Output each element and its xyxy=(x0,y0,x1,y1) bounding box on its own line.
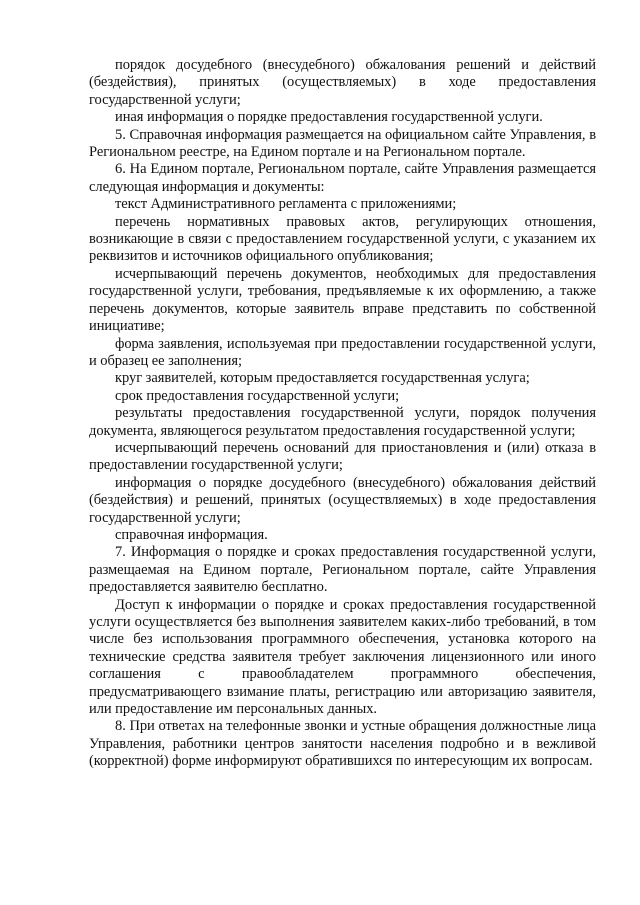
list-item-service-term: срок предоставления государственной услуги; xyxy=(115,387,400,404)
list-item-regulation-text: текст Административного регламента с приложениями; xyxy=(115,196,457,213)
paragraph-other-info: иная информация о порядке предоставления государственной услуги. xyxy=(115,109,543,126)
list-item-documents-list: исчерпывающий перечень документов, необходимых для предоставления государственной услуги, требования, предъявляемые к их оформлению, а также перечень документов, которые заявитель вправе представить по собственной инициативе; xyxy=(89,265,596,335)
paragraph-section-8: 8. При ответах на телефонные звонки и устные обращения должностные лица Управления, работники центров занятости населения подробно и в вежливой (корректной) форме информируют обратившихся по интересующим их вопросам. xyxy=(89,718,596,770)
list-item-application-form: форма заявления, используемая при предоставлении государственной услуги, и образец ее заполнения; xyxy=(89,335,596,369)
list-item-service-results: результаты предоставления государственной услуги, порядок получения документа, являющегося результатом предоставления государственной услуги; xyxy=(89,405,596,439)
list-item-appeal-info: информация о порядке досудебного (внесудебного) обжалования действий (бездействия) и решений, принятых (осуществляемых) в ходе предоставления государственной услуги; xyxy=(89,474,596,526)
list-item-refusal-grounds: исчерпывающий перечень оснований для приостановления и (или) отказа в предоставлении государственной услуги; xyxy=(89,439,596,474)
paragraph-free-access: Доступ к информации о порядке и сроках предоставления государственной услуги осуществляется без выполнения заявителем каких-либо требований, в том числе без использования программного обеспечения, установка которого на технические средства заявителя требует заключения лицензионного или иного соглашения с правообладателем программного обеспечения, предусматривающего взимание платы, регистрацию или авторизацию заявителя, или предоставление им персональных данных. xyxy=(89,596,596,718)
list-item-applicants: круг заявителей, которым предоставляется государственная услуга; xyxy=(115,370,530,387)
document-page xyxy=(89,57,596,771)
paragraph-section-6: 6. На Едином портале, Региональном портале, сайте Управления размещается следующая информация и документы: xyxy=(89,161,596,195)
list-item-legal-acts: перечень нормативных правовых актов, регулирующих отношения, возникающие в связи с предоставлением государственной услуги, с указанием их реквизитов и источников официального опубликования; xyxy=(89,213,596,265)
paragraph-section-7: 7. Информация о порядке и сроках предоставления государственной услуги, размещаемая на Едином портале, Региональном портале, сайте Управления предоставляется заявителю бесплатно. xyxy=(89,544,596,596)
paragraph-appeal-procedure: порядок досудебного (внесудебного) обжалования решений и действий (бездействия), принятых (осуществляемых) в ходе предоставления государственной услуги; xyxy=(89,57,596,108)
paragraph-section-5: 5. Справочная информация размещается на официальном сайте Управления, в Региональном реестре, на Едином портале и на Региональном портале. xyxy=(89,126,596,161)
list-item-reference-info: справочная информация. xyxy=(115,526,268,543)
